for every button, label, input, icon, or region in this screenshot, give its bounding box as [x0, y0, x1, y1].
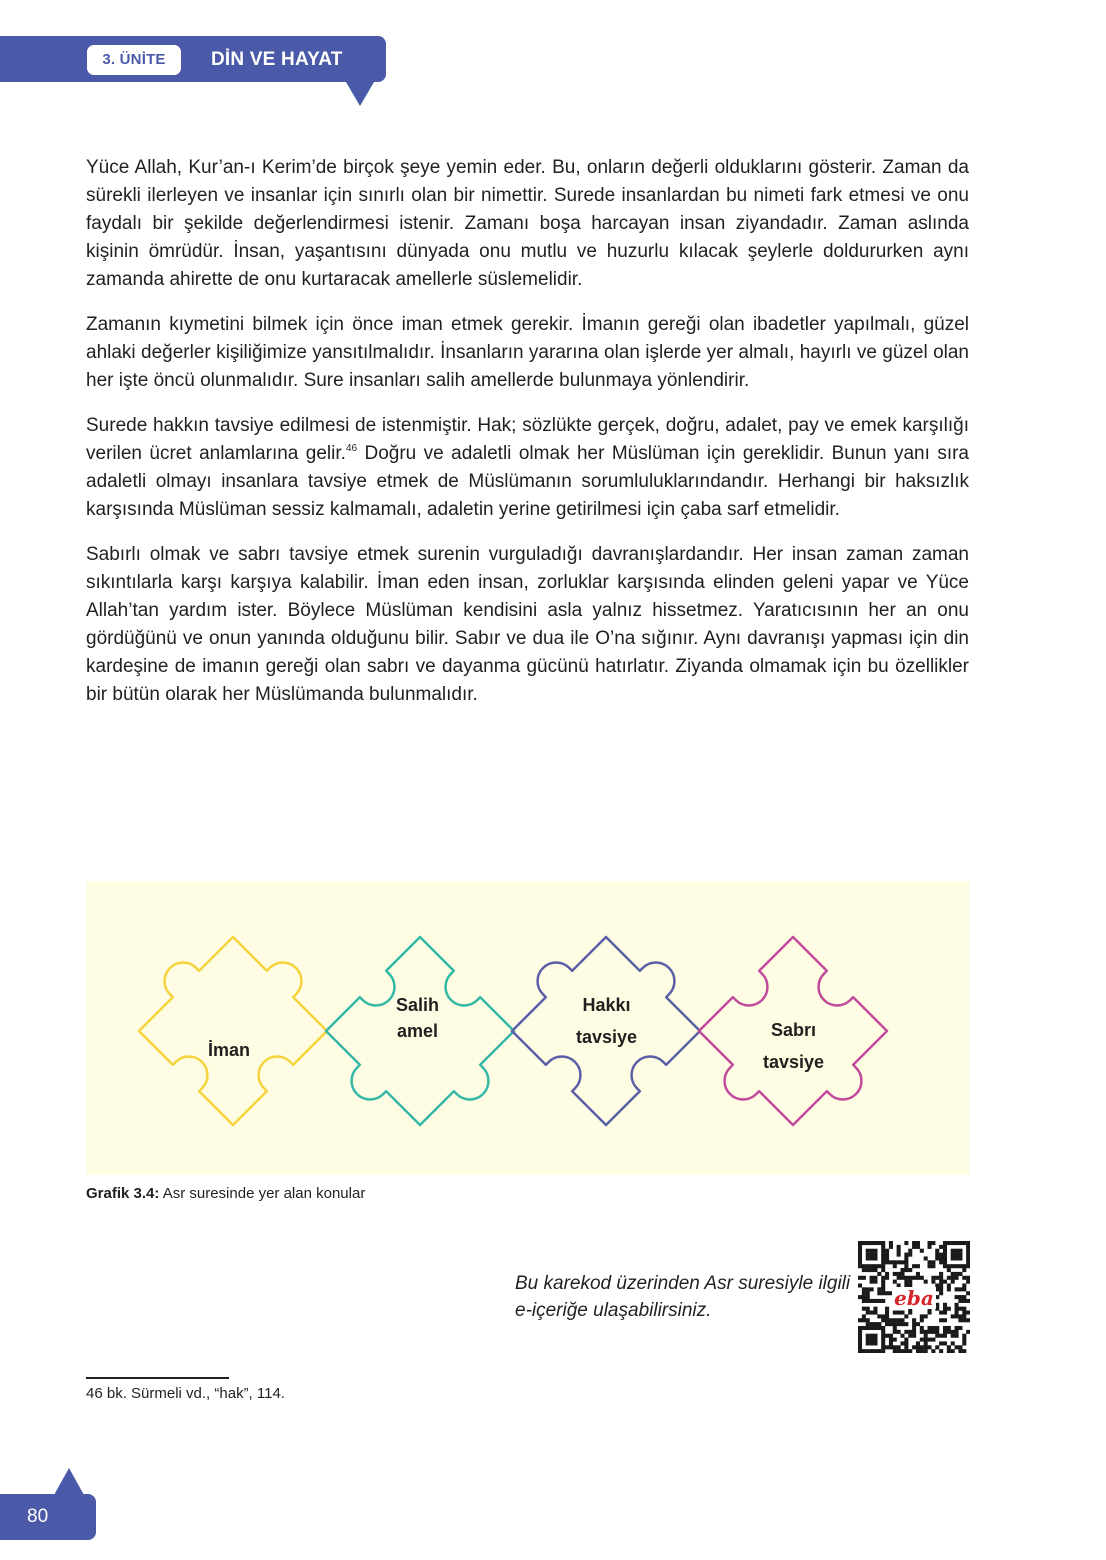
piece-label-sabri-tavsiye: Sabrı tavsiye — [763, 1020, 825, 1072]
puzzle-pieces-svg — [86, 881, 969, 1175]
graphic-caption-text: Asr suresinde yer alan konular — [159, 1185, 366, 1202]
footnote-divider — [86, 1377, 229, 1379]
piece-label-hakki-tavsiye: Hakkı tavsiye — [576, 995, 638, 1047]
unit-badge: 3. ÜNİTE — [87, 45, 181, 75]
page-number: 80 — [27, 1506, 49, 1527]
paragraph-3 — [86, 412, 969, 524]
unit-title: DİN VE HAYAT — [211, 49, 343, 70]
footnote-reference[interactable]: 46 — [345, 443, 358, 454]
page-tab-pointer — [54, 1468, 84, 1495]
puzzle-piece-iman — [139, 937, 327, 1125]
paragraph-3-part-2: Doğru ve adaletli olmak her Müslüman için gereklidir. Bunun yanı sıra adaletli olmayı insanlara tavsiye etmek de Müslümanın sorumluluklarındandır. Herhangi bir haksızlık karşısında Müslüman sessiz kalmamalı, adaletin yerine getirilmesi için çaba sarf etmelidir. — [86, 443, 969, 520]
body-text — [86, 154, 969, 726]
paragraph-2: Zamanın kıymetini bilmek için önce iman etmek gerekir. İmanın gereği olan ibadetler yapılmalı, güzel ahlaki değerler kişiliğimize yansıtılmalıdır. İnsanların yararına olan işlerde yer almalı, hayırlı ve güzel olan her işte öncü olunmalıdır. Sure insanları salih amellerde bulunmaya yönlendirir. — [86, 314, 969, 391]
piece-label-salih-amel: Salih amel — [396, 995, 440, 1041]
graphic-puzzle-diagram — [86, 881, 969, 1175]
paragraph-4: Sabırlı olmak ve sabrı tavsiye etmek surenin vurguladığı davranışlardandır. Her insan zaman zaman sıkıntılarla karşı karşıya kalabilir. İman eden insan, zorluklar karşısında elinden geleni yapar ve Yüce Allah’tan yardım ister. Böylece Müslüman kendisini asla yalnız hissetmez. Yaratıcısının her an onu gördüğünü ve onun yanında olduğunu bilir. Sabır ve dua ile O’na sığınır. Aynı davranışı yapması için din kardeşine de imanın gereği olan sabrı ve dayanma gücünü hatırlatır. Ziyanda olmamak için bu özellikler bir bütün olarak her Müslümanda bulunmalıdır. — [86, 544, 969, 705]
piece-label-iman: İman — [208, 1040, 251, 1060]
graphic-caption-label: Grafik 3.4: — [86, 1185, 160, 1202]
paragraph-1: Yüce Allah, Kur’an-ı Kerim’de birçok şeye yemin eder. Bu, onların değerli olduklarını gösterir. Zaman da sürekli ilerleyen ve insanlar için sınırlı olan bir nimettir. Surede insanlardan bu nimeti fark etmesi ve onu faydalı bir şekilde değerlendirmesi istenir. Zamanı boşa harcayan insan ziyandadır. Zaman aslında kişinin ömrüdür. İnsan, yaşantısını dünyada onu mutlu ve huzurlu kılacak şeylerle doldururken aynı zamanda ahirette de onu kurtaracak amellerle süslemelidir. — [86, 157, 969, 290]
eba-logo: eba — [894, 1286, 934, 1310]
qr-code[interactable] — [858, 1241, 970, 1353]
graphic-caption — [86, 1184, 365, 1204]
unit-header-pointer — [346, 82, 374, 106]
qr-instruction-text: Bu karekod üzerinden Asr suresiyle ilgili e-içeriğe ulaşabilirsiniz. — [515, 1273, 851, 1321]
paragraph-3-part-1: Surede hakkın tavsiye edilmesi de istenmiştir. Hak; sözlükte gerçek, doğru, adalet, pay ve emek karşılığı verilen ücret anlamlarına gelir. — [86, 415, 969, 464]
footnote: 46 bk. Sürmeli vd., “hak”, 114. — [86, 1385, 285, 1402]
